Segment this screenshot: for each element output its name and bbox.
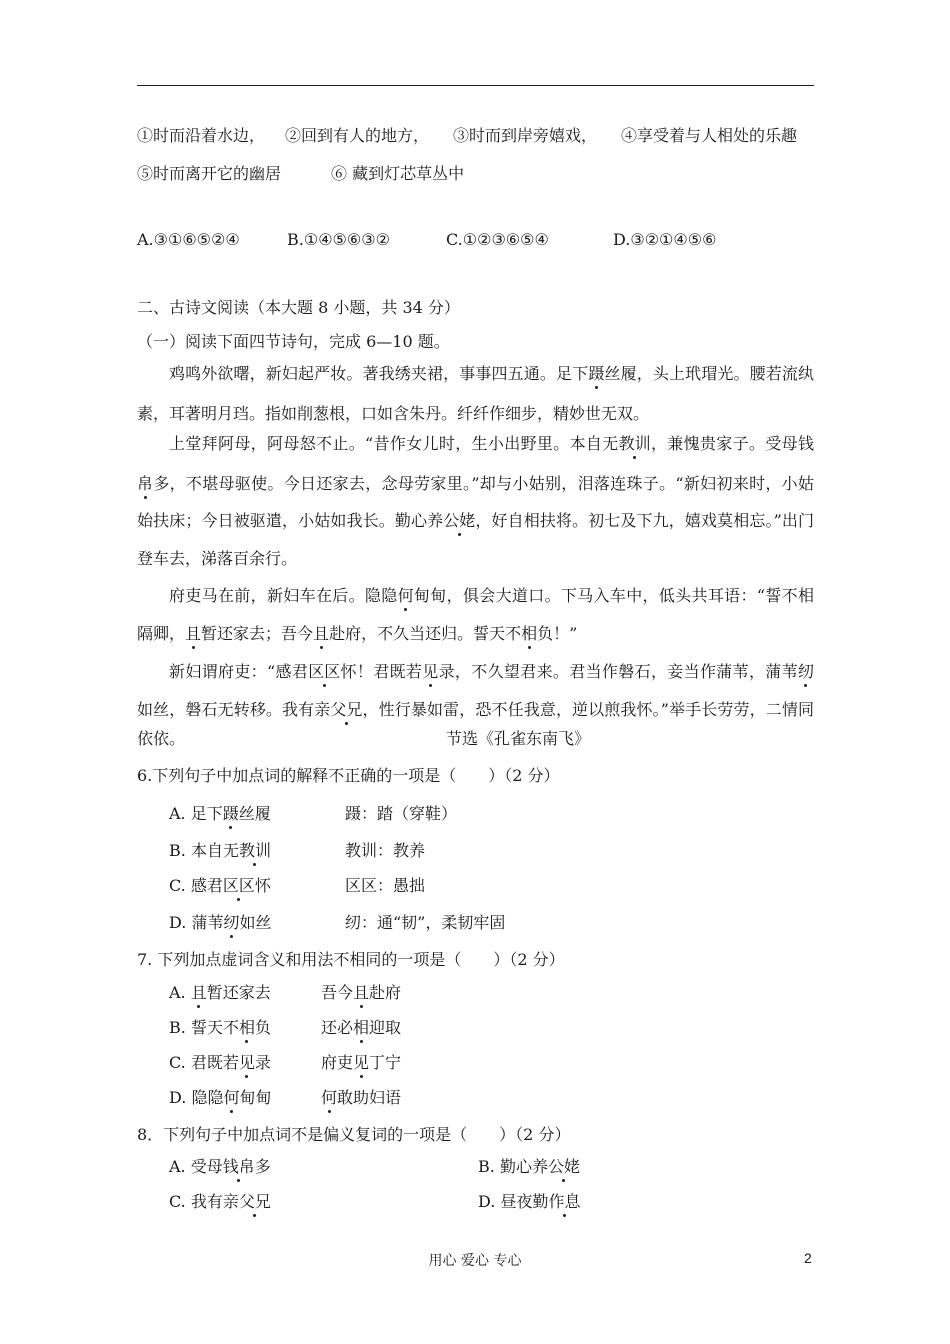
emphasized-word: 纫 xyxy=(223,913,240,932)
poem-text: 丝履，头上玳瑁光。腰若流纨 xyxy=(604,364,814,383)
poem-line xyxy=(137,729,185,749)
q8-option xyxy=(169,1192,271,1212)
poem-line xyxy=(137,624,577,644)
emphasized-word: 钱帛 xyxy=(222,1157,255,1176)
emphasized-word: 教训 xyxy=(238,841,271,860)
order-items-line-2 xyxy=(137,164,464,184)
poem-text: 赴府，不久当还归。誓天不 xyxy=(329,624,522,643)
poem-text: ，好自相扶将。初七及下九，嬉戏莫相忘。”出门 xyxy=(475,511,814,530)
option-text: 丁宁 xyxy=(369,1053,402,1072)
order-option-b: B.①④⑤⑥③② xyxy=(287,230,390,249)
order-option-c: C.①②③⑥⑤④ xyxy=(446,230,549,249)
option-text: 甸甸 xyxy=(239,1088,272,1107)
q6-option xyxy=(169,876,271,896)
poem-source: 节选《孔雀东南飞》 xyxy=(446,729,591,748)
emphasized-word: 父兄 xyxy=(330,700,363,719)
emphasized-word: 纫 xyxy=(797,662,814,681)
poem-line xyxy=(169,586,814,606)
option-label: C. xyxy=(169,1053,191,1072)
option-label: B. xyxy=(169,1018,191,1037)
q7-option-right xyxy=(321,1053,401,1073)
q7-option-left xyxy=(169,1053,271,1073)
q7-stem: 7. 下列加点虚词含义和用法不相同的一项是（ ）（2 分） xyxy=(137,950,565,969)
order-option-d: D.③②①④⑤⑥ xyxy=(613,230,717,249)
q7-option-left xyxy=(169,1018,271,1038)
option-text: 足下 xyxy=(190,804,223,823)
q6-gloss: 教训：教养 xyxy=(345,841,426,860)
emphasized-word: 公姥 xyxy=(443,511,476,530)
option-text: 昼夜勤 xyxy=(500,1192,549,1211)
option-label: C. xyxy=(169,876,191,895)
option-text: 吾今 xyxy=(321,983,354,1002)
order-option-a: A.③①⑥⑤②④ xyxy=(137,230,240,249)
option-text: 负 xyxy=(254,1018,271,1037)
poem-text: 负！” xyxy=(537,624,578,643)
q6-option xyxy=(169,913,271,933)
poem-text: 暂还家去；吾今 xyxy=(201,624,314,643)
poem-line xyxy=(169,364,814,384)
option-label: B. xyxy=(478,1157,500,1176)
q7-option-right xyxy=(321,1088,401,1108)
poem-text: 甸甸，俱会大道口。下马入车中，低头共耳语：“誓不相 xyxy=(413,586,814,605)
option-label: A. xyxy=(169,983,191,1002)
q8-stem: 8．下列句子中加点词不是偏义复词的一项是（ ）（2 分） xyxy=(137,1125,571,1144)
option-label: D. xyxy=(169,1088,192,1107)
order-item-3: ③时而到岸旁嬉戏， xyxy=(453,126,598,145)
option-label: C. xyxy=(169,1192,191,1211)
emphasized-word: 区区 xyxy=(222,876,255,895)
q6-gloss: 纫：通“韧”，柔韧牢固 xyxy=(345,913,506,932)
emphasized-word: 相 xyxy=(238,1018,255,1037)
option-label: A. xyxy=(169,804,191,823)
poem-text: 依依。 xyxy=(137,729,186,748)
emphasized-word: 且 xyxy=(185,624,202,643)
section-title: 二、古诗文阅读（本大题 8 小题，共 34 分） xyxy=(137,298,460,317)
option-text: 感君 xyxy=(190,876,223,895)
option-text: 丝履 xyxy=(238,804,271,823)
poem-text: 多，不堪母驱使。今日还家去，念母劳家里。”却与小姑别，泪落连珠子。“新妇初来时，小姑 xyxy=(153,474,814,493)
emphasized-word: 教训 xyxy=(618,434,651,453)
emphasized-word: 作息 xyxy=(548,1192,581,1211)
q6-option xyxy=(169,841,271,861)
option-text: 多 xyxy=(254,1157,271,1176)
emphasized-word: 相 xyxy=(353,1018,370,1037)
emphasized-word: 公姥 xyxy=(547,1157,580,1176)
option-text: 赴府 xyxy=(369,983,402,1002)
poem-text: ，兼愧贵家子。受母钱 xyxy=(650,434,814,453)
q7-option-right xyxy=(321,1018,401,1038)
emphasized-word: 蹑 xyxy=(222,804,239,823)
emphasized-word: 何 xyxy=(321,1088,338,1107)
emphasized-word: 何 xyxy=(223,1088,240,1107)
emphasized-word: 区区 xyxy=(308,662,341,681)
option-text: 迎取 xyxy=(369,1018,402,1037)
q7-option-right xyxy=(321,983,401,1003)
poem-text: 怀！君既若 xyxy=(340,662,423,681)
poem-line xyxy=(137,474,814,494)
q6-gloss: 蹑：踏（穿鞋） xyxy=(345,804,458,823)
emphasized-word: 且 xyxy=(313,624,330,643)
poem-text: 始扶床；今日被驱遣，小姑如我长。勤心养 xyxy=(137,511,444,530)
poem-line xyxy=(169,662,814,682)
header-rule xyxy=(137,85,814,86)
option-text: 隐隐 xyxy=(191,1088,224,1107)
emphasized-word: 父兄 xyxy=(238,1192,271,1211)
poem-text: 鸡鸣外欲曙，新妇起严妆。著我绣夹裙，事事四五通。足下 xyxy=(169,364,589,383)
order-item-4: ④享受着与人相处的乐趣 xyxy=(621,126,798,145)
option-text: 勤心养 xyxy=(499,1157,548,1176)
poem-text: 素，耳著明月珰。指如削葱根，口如含朱丹。纤纤作细步，精妙世无双。 xyxy=(137,404,650,423)
poem-line xyxy=(137,549,297,569)
emphasized-word: 见 xyxy=(238,1053,255,1072)
option-text: 敢助妇语 xyxy=(337,1088,402,1107)
order-items-line-1 xyxy=(137,126,797,146)
emphasized-word: 何 xyxy=(397,586,414,605)
option-text: 怀 xyxy=(254,876,271,895)
poem-text: 上堂拜阿母，阿母怒不止。“昔作女儿时，生小出野里。本自无 xyxy=(169,434,619,453)
option-text: 君既若 xyxy=(190,1053,239,1072)
option-text: 我有亲 xyxy=(190,1192,239,1211)
option-text: 如丝 xyxy=(239,913,272,932)
option-text: 蒲苇 xyxy=(191,913,224,932)
poem-text: 登车去，涕落百余行。 xyxy=(137,549,298,568)
q6-gloss: 区区：愚拙 xyxy=(345,876,426,895)
q7-option-left xyxy=(169,983,271,1003)
emphasized-word: 且 xyxy=(190,983,207,1002)
q8-option xyxy=(169,1157,271,1177)
poem-line xyxy=(137,700,814,720)
emphasized-word: 且 xyxy=(353,983,370,1002)
footer-text: 用心 爱心 专心 xyxy=(428,1253,522,1269)
poem-text: ，性行暴如雷，恐不任我意，逆以煎我怀。”举手长劳劳，二情同 xyxy=(362,700,814,719)
q8-option xyxy=(478,1157,580,1177)
poem-text: 隔卿， xyxy=(137,624,186,643)
poem-text: 帛 xyxy=(137,474,154,493)
option-text: 誓天不 xyxy=(190,1018,239,1037)
option-label: D. xyxy=(169,913,192,932)
q7-option-left xyxy=(169,1088,271,1108)
sub-section-title: （一）阅读下面四节诗句，完成 6—10 题。 xyxy=(137,332,450,351)
option-text: 受母 xyxy=(190,1157,223,1176)
option-text: 还必 xyxy=(321,1018,354,1037)
poem-line xyxy=(137,404,649,424)
emphasized-word: 相 xyxy=(521,624,538,643)
poem-text: 如丝，磐石无转移。我有亲 xyxy=(137,700,331,719)
order-item-2: ②回到有人的地方， xyxy=(285,126,430,145)
order-item-1: ①时而沿着水边， xyxy=(137,126,266,145)
page-number: 2 xyxy=(804,1250,812,1266)
option-label: D. xyxy=(478,1192,501,1211)
option-text: 暂还家去 xyxy=(206,983,271,1002)
q8-option xyxy=(478,1192,580,1212)
poem-line xyxy=(169,434,814,454)
emphasized-word: 蹑 xyxy=(588,364,605,383)
poem-text: 府吏马在前，新妇车在后。隐隐 xyxy=(169,586,398,605)
option-label: A. xyxy=(169,1157,191,1176)
option-text: 本自无 xyxy=(190,841,239,860)
option-text: 录 xyxy=(254,1053,271,1072)
option-text: 府吏 xyxy=(321,1053,354,1072)
q6-stem: 6.下列句子中加点词的解释不正确的一项是（ ）（2 分） xyxy=(137,766,560,785)
poem-line xyxy=(137,511,814,531)
order-item-5: ⑤时而离开它的幽居 xyxy=(137,164,282,183)
q6-option xyxy=(169,804,271,824)
order-item-6: ⑥ 藏到灯芯草丛中 xyxy=(331,164,465,183)
emphasized-word: 见 xyxy=(353,1053,370,1072)
emphasized-word: 见 xyxy=(422,662,439,681)
poem-text: 新妇谓府吏：“感君 xyxy=(169,662,309,681)
poem-text: 录，不久望君来。君当作磐石，妾当作蒲苇，蒲苇 xyxy=(438,662,798,681)
option-label: B. xyxy=(169,841,191,860)
